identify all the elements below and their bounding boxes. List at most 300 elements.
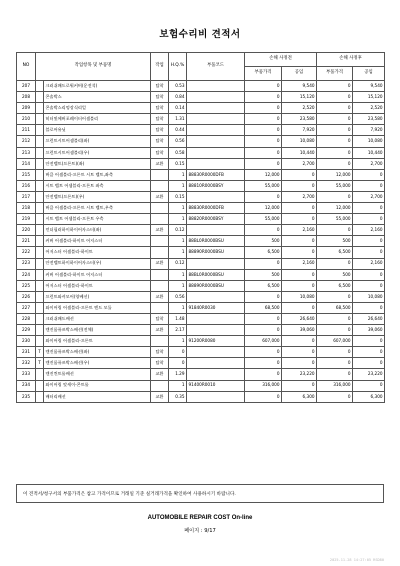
cell-work — [151, 280, 169, 291]
cell-hqty: 0.35 — [169, 391, 187, 402]
cell-after-part-price: 0 — [317, 291, 353, 302]
cell-mark — [36, 92, 44, 103]
cell-part-code: 88830R0000DFB — [187, 169, 245, 180]
cell-hqty: 1 — [169, 302, 187, 313]
cell-after-part-price: 68,500 — [317, 302, 353, 313]
cell-no: 218 — [17, 203, 36, 214]
cell-part-name: 어저스터 어셈블리-하이트 — [44, 247, 151, 258]
table-row — [17, 336, 385, 347]
table-row — [17, 114, 385, 125]
cell-after-labor: 0 — [353, 203, 385, 214]
cell-part-name: 안전벨트(프론트)(우) — [44, 191, 151, 202]
cell-before-part-price: 0 — [245, 358, 282, 369]
header-part-name: 작업항목 및 부품명 — [36, 53, 151, 81]
cell-before-part-price: 500 — [245, 236, 282, 247]
cell-before-labor: 9,540 — [282, 81, 317, 92]
cell-mark — [36, 158, 44, 169]
cell-no: 235 — [17, 391, 36, 402]
cell-mark — [36, 380, 44, 391]
cell-part-name: 프런트시트어셈블리(좌) — [44, 136, 151, 147]
cell-hqty: 1 — [169, 269, 187, 280]
cell-part-name: 히터및에버포레이터어셈블리 — [44, 114, 151, 125]
table-row — [17, 291, 385, 302]
cell-work: 교환 — [151, 258, 169, 269]
cell-work: 교환 — [151, 391, 169, 402]
table-row — [17, 380, 385, 391]
table-row — [17, 125, 385, 136]
cell-after-labor: 10,080 — [353, 136, 385, 147]
cell-part-name: 버클 어셈블리-프론트 시트 벨트,우측 — [44, 203, 151, 214]
cell-after-labor: 2,520 — [353, 103, 385, 114]
cell-before-labor: 0 — [282, 280, 317, 291]
cell-part-name: 버클 어셈블리-프론트 시트 벨트,좌측 — [44, 169, 151, 180]
cell-no: 220 — [17, 225, 36, 236]
cell-after-part-price: 0 — [317, 347, 353, 358]
cell-before-part-price: 0 — [245, 191, 282, 202]
cell-no: 213 — [17, 147, 36, 158]
cell-before-labor: 0 — [282, 236, 317, 247]
cell-before-part-price: 0 — [245, 114, 282, 125]
cell-part-name: 안전벨트(프론트)(좌) — [44, 158, 151, 169]
cell-after-labor: 0 — [353, 169, 385, 180]
cell-after-part-price: 500 — [317, 269, 353, 280]
cell-part-code — [187, 191, 245, 202]
table-row — [17, 225, 385, 236]
table-row — [17, 258, 385, 269]
cell-no: 224 — [17, 269, 36, 280]
cell-part-name: 배터리배선 — [44, 391, 151, 402]
header-before-assessment: 손해 사정전 — [245, 53, 317, 67]
cell-part-name: 엔진컨트롤배선 — [44, 369, 151, 380]
cell-before-labor: 10,080 — [282, 136, 317, 147]
cell-mark — [36, 180, 44, 191]
cell-before-labor: 23,580 — [282, 114, 317, 125]
cell-after-part-price: 0 — [317, 325, 353, 336]
cell-mark — [36, 391, 44, 402]
cell-mark — [36, 81, 44, 92]
table-row — [17, 236, 385, 247]
table-header — [17, 53, 385, 81]
cell-before-part-price: 0 — [245, 125, 282, 136]
header-before-labor: 공임 — [282, 67, 317, 81]
cell-part-code — [187, 103, 245, 114]
cell-after-part-price: 0 — [317, 147, 353, 158]
cell-after-labor: 23,580 — [353, 114, 385, 125]
cell-before-part-price: 0 — [245, 258, 282, 269]
table-body — [17, 81, 385, 403]
cell-work — [151, 236, 169, 247]
cell-work: 교환 — [151, 291, 169, 302]
cell-after-labor: 9,540 — [353, 81, 385, 92]
cell-part-name: 엔진룸퓨즈박스배선(전체) — [44, 325, 151, 336]
cell-work — [151, 247, 169, 258]
cell-before-labor: 10,080 — [282, 291, 317, 302]
cell-after-labor: 2,160 — [353, 225, 385, 236]
estimate-table — [16, 52, 385, 403]
cell-after-labor: 10,440 — [353, 147, 385, 158]
cell-after-part-price: 0 — [317, 125, 353, 136]
cell-work — [151, 302, 169, 313]
cell-no: 231 — [17, 347, 36, 358]
cell-part-name: 커버 어셈블리-하이트 어저스터 — [44, 269, 151, 280]
cell-no: 225 — [17, 280, 36, 291]
cell-hqty: 0 — [169, 358, 187, 369]
header-before-part-price: 부품가격 — [245, 67, 282, 81]
cell-after-labor: 23,220 — [353, 369, 385, 380]
cell-before-labor: 2,700 — [282, 158, 317, 169]
cell-part-code: 91200R0080 — [187, 336, 245, 347]
cell-work — [151, 169, 169, 180]
table-row — [17, 158, 385, 169]
cell-mark — [36, 302, 44, 313]
cell-part-code: 88810R0000BSY — [187, 180, 245, 191]
cell-mark — [36, 214, 44, 225]
cell-after-labor: 2,160 — [353, 258, 385, 269]
cell-part-code — [187, 225, 245, 236]
cell-hqty: 0.12 — [169, 258, 187, 269]
cell-mark — [36, 313, 44, 324]
document-title: 보험수리비 견적서 — [159, 29, 241, 40]
cell-part-name: 엔진룸퓨즈박스배선(우) — [44, 358, 151, 369]
cell-no: 207 — [17, 81, 36, 92]
cell-work: 교환 — [151, 225, 169, 236]
cell-part-name: 어저스터 어셈블리-하이트 — [44, 280, 151, 291]
cell-hqty: 0.84 — [169, 92, 187, 103]
cell-before-labor: 0 — [282, 380, 317, 391]
cell-before-labor: 2,160 — [282, 225, 317, 236]
cell-mark — [36, 369, 44, 380]
cell-no: 227 — [17, 302, 36, 313]
cell-before-labor: 15,120 — [282, 92, 317, 103]
cell-hqty: 1.31 — [169, 114, 187, 125]
cell-mark — [36, 247, 44, 258]
cell-after-labor: 0 — [353, 247, 385, 258]
cell-after-part-price: 0 — [317, 92, 353, 103]
cell-part-code — [187, 136, 245, 147]
cell-work: 교환 — [151, 158, 169, 169]
cell-no: 212 — [17, 136, 36, 147]
cell-after-labor: 6,300 — [353, 391, 385, 402]
cell-before-part-price: 0 — [245, 369, 282, 380]
cell-work — [151, 380, 169, 391]
cell-after-labor: 0 — [353, 280, 385, 291]
cell-part-code — [187, 114, 245, 125]
cell-part-code — [187, 347, 245, 358]
cell-before-part-price: 316,000 — [245, 380, 282, 391]
cell-after-labor: 0 — [353, 336, 385, 347]
cell-part-code — [187, 158, 245, 169]
cell-before-part-price: 0 — [245, 325, 282, 336]
cell-part-code — [187, 291, 245, 302]
cell-part-code: 88BL0R0000BSU — [187, 236, 245, 247]
header-no: NO — [17, 53, 36, 81]
cell-before-part-price: 0 — [245, 103, 282, 114]
cell-hqty: 1 — [169, 169, 187, 180]
cell-hqty: 1 — [169, 236, 187, 247]
table-row — [17, 325, 385, 336]
cell-part-name: 프런트와셔모어(양베선) — [44, 291, 151, 302]
cell-before-part-price: 0 — [245, 81, 282, 92]
cell-before-labor: 0 — [282, 302, 317, 313]
cell-before-part-price: 0 — [245, 313, 282, 324]
cell-after-part-price: 0 — [317, 158, 353, 169]
header-part-code: 부품코드 — [187, 53, 245, 81]
cell-before-part-price: 6,500 — [245, 247, 282, 258]
cell-part-name: 시트 벨트 어셈블리-프론트 우측 — [44, 214, 151, 225]
table-row — [17, 280, 385, 291]
cell-before-labor: 2,700 — [282, 191, 317, 202]
notice-text: 이 견적서/청구서의 부품가격은 참고 가격이므로 거래일 기준 실거래가격을 확인하여 사용하시기 바랍니다. — [23, 491, 236, 497]
cell-after-part-price: 316,000 — [317, 380, 353, 391]
cell-work — [151, 180, 169, 191]
table-row — [17, 136, 385, 147]
cell-no: 229 — [17, 325, 36, 336]
cell-before-part-price: 0 — [245, 147, 282, 158]
cell-part-code — [187, 147, 245, 158]
cell-after-part-price: 55,000 — [317, 180, 353, 191]
cell-hqty: 1.48 — [169, 313, 187, 324]
cell-work: 탈착 — [151, 92, 169, 103]
cell-after-labor: 0 — [353, 236, 385, 247]
cell-hqty: 1 — [169, 336, 187, 347]
cell-before-labor: 0 — [282, 247, 317, 258]
cell-after-part-price: 0 — [317, 191, 353, 202]
cell-hqty: 0.12 — [169, 225, 187, 236]
table-row — [17, 347, 385, 358]
cell-after-part-price: 0 — [317, 369, 353, 380]
cell-part-name: 안전벨트하이하이어자스터(우) — [44, 258, 151, 269]
cell-after-part-price: 6,500 — [317, 280, 353, 291]
cell-no: 226 — [17, 291, 36, 302]
cell-mark — [36, 269, 44, 280]
print-timestamp: 2025-11-28 14:27:05 RSD80 — [329, 558, 384, 562]
cell-part-name: 와이어링 어셈블리-프론트 — [44, 336, 151, 347]
cell-after-labor: 0 — [353, 214, 385, 225]
cell-after-labor: 0 — [353, 180, 385, 191]
cell-part-name: 블로어유닛 — [44, 125, 151, 136]
cell-no: 210 — [17, 114, 36, 125]
cell-hqty: 0.56 — [169, 136, 187, 147]
cell-mark — [36, 147, 44, 158]
cell-work — [151, 203, 169, 214]
cell-part-name: 커버 어셈블리-하이트 어저스터 — [44, 236, 151, 247]
cell-part-code: 88830R0000DFB — [187, 203, 245, 214]
cell-after-labor: 0 — [353, 302, 385, 313]
cell-after-labor: 15,120 — [353, 92, 385, 103]
cell-mark — [36, 125, 44, 136]
notice-box — [16, 484, 384, 503]
cell-part-code: 88BL0R0000BSU — [187, 269, 245, 280]
table-row — [17, 269, 385, 280]
cell-hqty: 0.56 — [169, 291, 187, 302]
table-row — [17, 302, 385, 313]
cell-no: 232 — [17, 358, 36, 369]
cell-mark — [36, 336, 44, 347]
table-row — [17, 180, 385, 191]
cell-no: 222 — [17, 247, 36, 258]
cell-work: 교환 — [151, 369, 169, 380]
cell-no: 219 — [17, 214, 36, 225]
cell-no: 221 — [17, 236, 36, 247]
cell-after-labor: 0 — [353, 347, 385, 358]
header-work: 작업 — [151, 53, 169, 81]
cell-after-part-price: 0 — [317, 391, 353, 402]
cell-mark — [36, 203, 44, 214]
cell-work: 교환 — [151, 325, 169, 336]
cell-before-labor: 39,060 — [282, 325, 317, 336]
cell-after-part-price: 6,500 — [317, 247, 353, 258]
cell-hqty: 0.53 — [169, 81, 187, 92]
cell-part-name: 와이어링 어셈블리-프론트 엔드 모듈 — [44, 302, 151, 313]
cell-no: 234 — [17, 380, 36, 391]
cell-before-labor: 2,160 — [282, 258, 317, 269]
table-row — [17, 169, 385, 180]
table-row — [17, 214, 385, 225]
cell-part-code: 91840R0030 — [187, 302, 245, 313]
cell-hqty: 1 — [169, 247, 187, 258]
cell-before-labor: 0 — [282, 214, 317, 225]
cell-before-labor: 0 — [282, 180, 317, 191]
table-row — [17, 147, 385, 158]
footer-brand: AUTOMOBILE REPAIR COST On-line — [147, 515, 253, 521]
cell-after-labor: 0 — [353, 380, 385, 391]
cell-after-labor: 0 — [353, 269, 385, 280]
cell-mark — [36, 280, 44, 291]
cell-work: 탈착 — [151, 147, 169, 158]
cell-hqty: 0.14 — [169, 103, 187, 114]
cell-before-part-price: 0 — [245, 391, 282, 402]
cell-mark — [36, 136, 44, 147]
cell-after-labor: 26,640 — [353, 313, 385, 324]
cell-no: 214 — [17, 158, 36, 169]
header-hqty: H.Q.% — [169, 53, 187, 81]
cell-before-part-price: 500 — [245, 269, 282, 280]
cell-before-part-price: 12,000 — [245, 169, 282, 180]
cell-part-name: 엔진룸퓨즈박스배선(좌) — [44, 347, 151, 358]
table-row — [17, 313, 385, 324]
cell-before-part-price: 0 — [245, 92, 282, 103]
cell-mark — [36, 325, 44, 336]
header-after-assessment: 손해 사정후 — [317, 53, 385, 67]
cell-part-name: 시트 벨트 어셈블리-프론트 좌측 — [44, 180, 151, 191]
cell-work: 탈착 — [151, 114, 169, 125]
cell-after-labor: 0 — [353, 358, 385, 369]
cell-before-labor: 6,300 — [282, 391, 317, 402]
cell-part-name: 크러쉬패드로워커버(운전석) — [44, 81, 151, 92]
cell-after-part-price: 55,000 — [317, 214, 353, 225]
cell-hqty: 0.15 — [169, 191, 187, 202]
cell-after-part-price: 0 — [317, 225, 353, 236]
cell-work — [151, 336, 169, 347]
cell-work: 탈착 — [151, 313, 169, 324]
cell-no: 211 — [17, 125, 36, 136]
cell-before-part-price: 0 — [245, 347, 282, 358]
cell-after-labor: 2,700 — [353, 191, 385, 202]
cell-after-part-price: 0 — [317, 136, 353, 147]
table-row — [17, 369, 385, 380]
cell-before-part-price: 12,000 — [245, 203, 282, 214]
table-row — [17, 81, 385, 92]
cell-after-part-price: 500 — [317, 236, 353, 247]
cell-after-part-price: 0 — [317, 103, 353, 114]
cell-after-part-price: 0 — [317, 258, 353, 269]
cell-part-code — [187, 313, 245, 324]
cell-before-part-price: 0 — [245, 158, 282, 169]
cell-after-part-price: 607,000 — [317, 336, 353, 347]
cell-part-code: 88890R0000BSU — [187, 247, 245, 258]
cell-work: 탈착 — [151, 81, 169, 92]
cell-part-code: 88890R0000BSU — [187, 280, 245, 291]
cell-before-part-price: 55,000 — [245, 214, 282, 225]
cell-part-name: 언더필러하이하이어자스터(좌) — [44, 225, 151, 236]
cell-after-part-price: 0 — [317, 313, 353, 324]
cell-hqty: 1 — [169, 380, 187, 391]
cell-mark — [36, 191, 44, 202]
cell-after-labor: 2,700 — [353, 158, 385, 169]
cell-hqty: 0.15 — [169, 158, 187, 169]
cell-before-labor: 0 — [282, 169, 317, 180]
cell-work — [151, 214, 169, 225]
cell-before-labor: 26,640 — [282, 313, 317, 324]
cell-part-code — [187, 358, 245, 369]
cell-part-code — [187, 258, 245, 269]
cell-work: 탈착 — [151, 136, 169, 147]
cell-before-part-price: 0 — [245, 136, 282, 147]
cell-hqty: 1.29 — [169, 369, 187, 380]
cell-hqty: 1 — [169, 214, 187, 225]
cell-before-part-price: 68,500 — [245, 302, 282, 313]
cell-mark — [36, 258, 44, 269]
table-row — [17, 203, 385, 214]
cell-after-part-price: 12,000 — [317, 203, 353, 214]
cell-hqty: 2.17 — [169, 325, 187, 336]
cell-part-code — [187, 325, 245, 336]
cell-mark: T — [36, 347, 44, 358]
cell-mark — [36, 103, 44, 114]
cell-part-name: 콘솔박스 — [44, 92, 151, 103]
cell-no: 216 — [17, 180, 36, 191]
cell-before-part-price: 55,000 — [245, 180, 282, 191]
cell-mark — [36, 236, 44, 247]
cell-before-labor: 0 — [282, 347, 317, 358]
cell-before-part-price: 0 — [245, 225, 282, 236]
table-row — [17, 191, 385, 202]
cell-work: 탈착 — [151, 103, 169, 114]
cell-before-labor: 0 — [282, 336, 317, 347]
cell-work — [151, 269, 169, 280]
cell-part-name: 콘솔박스리엉장식리얼 — [44, 103, 151, 114]
cell-before-labor: 7,920 — [282, 125, 317, 136]
cell-mark — [36, 291, 44, 302]
cell-part-code: 88820R0000BSY — [187, 214, 245, 225]
table-row — [17, 391, 385, 402]
cell-mark — [36, 114, 44, 125]
cell-part-name: 프런트시트어셈블리(우) — [44, 147, 151, 158]
cell-hqty: 1 — [169, 280, 187, 291]
cell-after-labor: 7,920 — [353, 125, 385, 136]
cell-work: 탈착 — [151, 358, 169, 369]
cell-part-code — [187, 125, 245, 136]
header-after-labor: 공임 — [353, 67, 385, 81]
cell-before-labor: 23,220 — [282, 369, 317, 380]
cell-no: 208 — [17, 92, 36, 103]
cell-no: 209 — [17, 103, 36, 114]
cell-after-labor: 10,080 — [353, 291, 385, 302]
cell-work: 탈착 — [151, 347, 169, 358]
table-row — [17, 103, 385, 114]
cell-before-labor: 2,520 — [282, 103, 317, 114]
cell-before-part-price: 607,000 — [245, 336, 282, 347]
